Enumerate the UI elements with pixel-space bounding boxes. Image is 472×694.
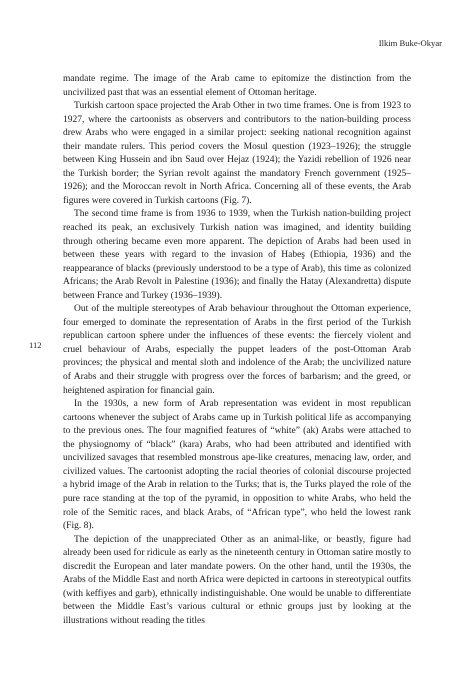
paragraph: In the 1930s, a new form of Arab representation was evident in most republican cartoons whenever the subject of Arabs came up in Turkish political life as accompanying to the previous ones. The four magnified features of “white” (ak) Arabs were attached to the physiognomy of “black” (kara) Arabs, who had been attributed and identified with uncivilized savages that resembled monstrous ape-like creatures, menacing law, order, and civilized values. The cartoonist adopting the racial theories of colonial discourse projected a hybrid image of the Arab in relation to the Turks; that is, the Turks played the role of the pure race standing at the top of the pyramid, in opposition to white Arabs, who held the role of the Semitic races, and black Arabs, of “African type”, who held the lowest rank (Fig. 8). (63, 399, 411, 532)
body-text (63, 73, 411, 628)
running-head: Ilkim Buke-Okyar (378, 38, 442, 48)
page-number: 112 (29, 340, 42, 350)
paragraph: The second time frame is from 1936 to 1939, when the Turkish nation-building project reached its peak, an exclusively Turkish nation was imagined, and identity building through othering became even more apparent. The depiction of Arabs had been used in between these years with regard to the invasion of Habeş (Ethiopia, 1936) and the reappearance of blacks (previously understood to be a type of Arab), this time as colonized Africans; the Arab Revolt in Palestine (1936); and finally the Hatay (Alexandretta) dispute between France and Turkey (1936–1939). (63, 209, 411, 301)
paragraph: The depiction of the unappreciated Other as an animal-like, or beastly, figure had already been used for ridicule as early as the nineteenth century in Ottoman satire mostly to discredit the European and later mandate powers. On the other hand, until the 1930s, the Arabs of the Middle East and north Africa were depicted in cartoons in stereotypical outfits (with keffiyes and garb), ethnically indistinguishable. One would be unable to differentiate between the Middle East’s various cultural or ethnic groups just by looking at the illustrations without reading the titles (63, 534, 411, 626)
paragraph: Out of the multiple stereotypes of Arab behaviour throughout the Ottoman experience, four emerged to dominate the representation of Arabs in the first period of the Turkish republican cartoon sphere under the influences of these events: the fiercely violent and cruel behaviour of Arabs, especially the puppet leaders of the post-Ottoman Arab provinces; the physical and mental sloth and indolence of the Arab; the uncivilized nature of Arabs and their struggle with progress over the forces of barbarism; and the greed, or heightened aspiration for financial gain. (63, 304, 411, 396)
paragraph: mandate regime. The image of the Arab came to epitomize the distinction from the uncivilized past that was an essential element of Ottoman heritage. (63, 74, 411, 98)
paragraph: Turkish cartoon space projected the Arab Other in two time frames. One is from 1923 to 1927, where the cartoonists as observers and contributors to the nation-building process drew Arabs who were engaged in a similar project: seeking national recognition against their mandate rulers. This period covers the Mosul question (1923–1926); the struggle between King Hussein and ibn Saud over Hejaz (1924); the Yazidi rebellion of 1926 near the Turkish border; the Syrian revolt against the mandatory French government (1925–1926); and the Moroccan revolt in North Africa. Concerning all of these events, the Arab figures were covered in Turkish cartoons (Fig. 7). (63, 101, 411, 206)
